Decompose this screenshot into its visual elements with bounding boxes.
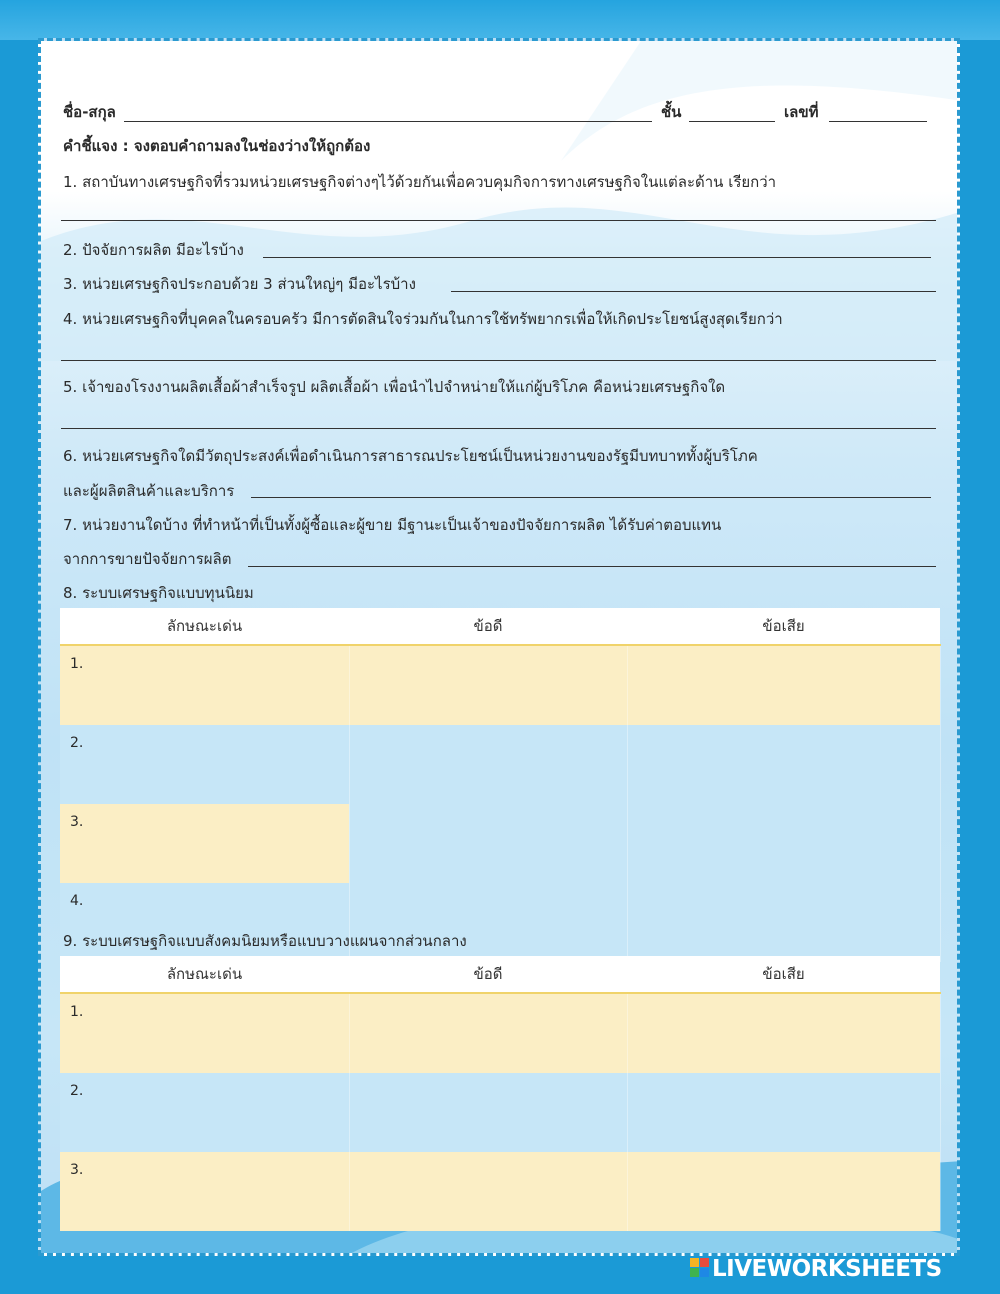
advantage-cell[interactable] bbox=[349, 993, 627, 1073]
question-4: 4. หน่วยเศรษฐกิจที่บุคคลในครอบครัว มีการตัดสินใจร่วมกันในการใช้ทรัพยากรเพื่อให้เกิดประโยชน์สูงสุดเรียกว่า bbox=[63, 310, 783, 328]
column-header-features: ลักษณะเด่น bbox=[60, 956, 349, 993]
column-header-features: ลักษณะเด่น bbox=[60, 608, 349, 645]
feature-cell[interactable]: 2. bbox=[60, 725, 349, 804]
number-input[interactable] bbox=[829, 121, 927, 122]
disadvantage-cell[interactable] bbox=[627, 993, 940, 1073]
answer-5-input[interactable] bbox=[61, 428, 936, 429]
question-7: 7. หน่วยงานใดบ้าง ที่ทำหน้าที่เป็นทั้งผู้ซื้อและผู้ขาย มีฐานะเป็นเจ้าของปัจจัยการผลิต ได้รับค่าตอบแทน bbox=[63, 516, 722, 534]
feature-cell[interactable]: 3. bbox=[60, 804, 349, 883]
table-header-row bbox=[60, 956, 940, 993]
advantage-cell[interactable] bbox=[349, 645, 627, 725]
question-6: 6. หน่วยเศรษฐกิจใดมีวัตถุประสงค์เพื่อดำเนินการสาธารณประโยชน์เป็นหน่วยงานของรัฐมีบทบาททั้งผู้บริโภค bbox=[63, 447, 758, 465]
worksheet-page bbox=[38, 38, 960, 1256]
feature-cell[interactable]: 1. bbox=[60, 993, 349, 1073]
liveworksheets-logo[interactable] bbox=[690, 1256, 990, 1286]
question-8: 8. ระบบเศรษฐกิจแบบทุนนิยม bbox=[63, 584, 254, 602]
liveworksheets-wordmark: LIVEWORKSHEETS bbox=[712, 1256, 942, 1282]
top-banner bbox=[0, 0, 1000, 40]
advantage-cell[interactable] bbox=[349, 725, 627, 883]
column-header-disadvantages: ข้อเสีย bbox=[627, 956, 940, 993]
feature-cell[interactable]: 4. bbox=[60, 883, 349, 962]
class-input[interactable] bbox=[689, 121, 775, 122]
table-row bbox=[60, 1073, 940, 1152]
feature-cell[interactable]: 3. bbox=[60, 1152, 349, 1231]
instruction-text: คำชี้แจง : จงตอบคำถามลงในช่องว่างให้ถูกต้อง bbox=[63, 137, 371, 155]
disadvantage-cell[interactable] bbox=[627, 645, 940, 725]
question-6-continued: และผู้ผลิตสินค้าและบริการ bbox=[63, 482, 235, 500]
answer-6-input[interactable] bbox=[251, 497, 931, 498]
column-header-advantages: ข้อดี bbox=[349, 608, 627, 645]
column-header-advantages: ข้อดี bbox=[349, 956, 627, 993]
question-3: 3. หน่วยเศรษฐกิจประกอบด้วย 3 ส่วนใหญ่ๆ มีอะไรบ้าง bbox=[63, 275, 416, 293]
table-row bbox=[60, 645, 940, 725]
liveworksheets-logo-icon bbox=[690, 1258, 710, 1278]
name-label: ชื่อ-สกุล bbox=[63, 103, 116, 121]
disadvantage-cell[interactable] bbox=[627, 1073, 940, 1152]
question-9: 9. ระบบเศรษฐกิจแบบสังคมนิยมหรือแบบวางแผนจากส่วนกลาง bbox=[63, 932, 467, 950]
question-2: 2. ปัจจัยการผลิต มีอะไรบ้าง bbox=[63, 241, 244, 259]
feature-cell[interactable]: 2. bbox=[60, 1073, 349, 1152]
disadvantage-cell[interactable] bbox=[627, 725, 940, 883]
question-7-continued: จากการขายปัจจัยการผลิต bbox=[63, 550, 232, 568]
disadvantage-cell[interactable] bbox=[627, 883, 940, 962]
table-row bbox=[60, 1152, 940, 1231]
name-input[interactable] bbox=[124, 121, 652, 122]
question-5: 5. เจ้าของโรงงานผลิตเสื้อผ้าสำเร็จรูป ผลิตเสื้อผ้า เพื่อนำไปจำหน่ายให้แก่ผู้บริโภค คือหน่วยเศรษฐกิจใด bbox=[63, 378, 726, 396]
answer-4-input[interactable] bbox=[61, 360, 936, 361]
table-row bbox=[60, 725, 940, 804]
answer-3-input[interactable] bbox=[451, 291, 936, 292]
advantage-cell[interactable] bbox=[349, 1152, 627, 1231]
table-socialism bbox=[60, 956, 941, 1231]
class-label: ชั้น bbox=[661, 103, 682, 121]
question-1: 1. สถาบันทางเศรษฐกิจที่รวมหน่วยเศรษฐกิจต่างๆไว้ด้วยกันเพื่อควบคุมกิจการทางเศรษฐกิจในแต่ละด้าน เรียกว่า bbox=[63, 173, 777, 191]
table-capitalism bbox=[60, 608, 941, 962]
feature-cell[interactable]: 1. bbox=[60, 645, 349, 725]
disadvantage-cell[interactable] bbox=[627, 1152, 940, 1231]
table-row bbox=[60, 993, 940, 1073]
table-header-row bbox=[60, 608, 940, 645]
answer-2-input[interactable] bbox=[263, 257, 931, 258]
answer-7-input[interactable] bbox=[248, 566, 936, 567]
answer-1-input[interactable] bbox=[61, 220, 936, 221]
advantage-cell[interactable] bbox=[349, 1073, 627, 1152]
column-header-disadvantages: ข้อเสีย bbox=[627, 608, 940, 645]
number-label: เลขที่ bbox=[784, 103, 819, 121]
